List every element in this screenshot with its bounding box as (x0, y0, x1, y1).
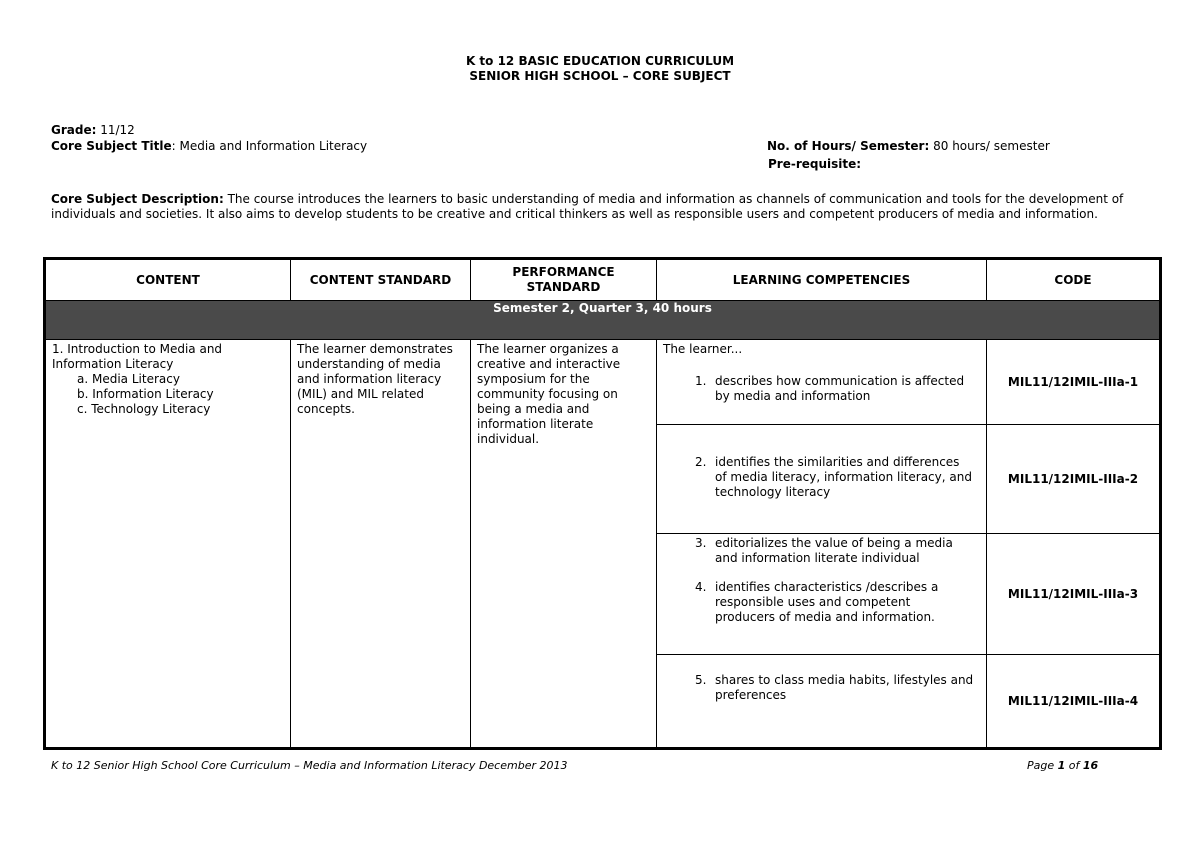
subject-line (51, 139, 367, 154)
header-content-standard: CONTENT STANDARD (291, 259, 471, 301)
competency-item (657, 425, 986, 500)
competency-text: identifies characteristics /describes a responsible uses and competent producers of media and information. (715, 580, 939, 624)
competency-number: 3. (695, 536, 707, 550)
header-content: CONTENT (45, 259, 291, 301)
grade-line (51, 123, 135, 138)
learner-intro: The learner... (663, 342, 743, 356)
of-word: of (1065, 759, 1083, 772)
content-title: 1. Introduction to Media and Information Literacy (52, 342, 223, 371)
hours-value: 80 hours/ semester (933, 139, 1050, 153)
grade-value: 11/12 (100, 123, 135, 137)
content-item: a. Media Literacy (77, 372, 180, 386)
page-number: 1 (1057, 759, 1066, 772)
competency-number: 1. (695, 374, 707, 388)
footer-text: K to 12 Senior High School Core Curriculum – Media and Information Literacy December 2013 (51, 759, 568, 772)
content-standard-cell (291, 340, 471, 749)
curriculum-table (43, 257, 1162, 750)
page-total: 16 (1082, 759, 1099, 772)
subject-description (51, 192, 1141, 222)
doc-title: K to 12 BASIC EDUCATION CURRICULUM (465, 54, 735, 68)
header-code: CODE (987, 259, 1161, 301)
competency-text: shares to class media habits, lifestyles and preferences (715, 673, 974, 702)
doc-subtitle: SENIOR HIGH SCHOOL – CORE SUBJECT (469, 69, 731, 83)
code-cell: MIL11/12IMIL-IIIa-2 (987, 425, 1161, 534)
competency-cell (657, 534, 987, 655)
competency-cell (657, 425, 987, 534)
code-cell: MIL11/12IMIL-IIIa-3 (987, 534, 1161, 655)
competency-cell (657, 655, 987, 749)
competency-number: 2. (695, 455, 707, 469)
competency-item (657, 534, 986, 566)
prereq-line (768, 157, 861, 172)
competency-number: 5. (695, 673, 707, 687)
prereq-label: Pre-requisite: (768, 157, 862, 171)
content-standard-text: The learner demonstrates understanding of media and information literacy (MIL) and MIL related concepts. (297, 342, 453, 416)
semester-row (45, 301, 1161, 340)
content-cell (45, 340, 291, 749)
performance-standard-cell (471, 340, 657, 749)
header-learning-competencies: LEARNING COMPETENCIES (657, 259, 987, 301)
header-performance-standard (471, 259, 657, 301)
competency-text: identifies the similarities and differences of media literacy, information literacy, and technology literacy (715, 455, 972, 499)
competency-item (657, 566, 986, 625)
description-label: Core Subject Description: (51, 192, 224, 206)
subject-value: : Media and Information Literacy (171, 139, 368, 153)
performance-standard-text: The learner organizes a creative and interactive symposium for the community focusing on being a media and information literate individual. (477, 342, 621, 446)
description-text: The course introduces the learners to basic understanding of media and information as channels of communication and tools for the development of individuals and societies. It also aims to develop students to be creative and critical thinkers as well as responsible users and competent producers of media and information. (51, 192, 1124, 221)
competency-text: editorializes the value of being a media and information literate individual (715, 536, 953, 565)
competency-cell (657, 340, 987, 425)
page-word: Page (1027, 759, 1058, 772)
grade-label: Grade: (51, 123, 97, 137)
content-item: b. Information Literacy (77, 387, 214, 401)
code-cell: MIL11/12IMIL-IIIa-1 (987, 340, 1161, 425)
page-indicator (1027, 758, 1098, 773)
subject-label: Core Subject Title (51, 139, 172, 153)
competency-item (657, 655, 986, 703)
code-cell: MIL11/12IMIL-IIIa-4 (987, 655, 1161, 749)
content-list (46, 372, 290, 417)
header-row (45, 259, 1161, 301)
hours-label: No. of Hours/ Semester: (767, 139, 930, 153)
performance-standard-header-text: PERFORMANCE STANDARD (512, 265, 615, 294)
table-row (45, 340, 1161, 425)
competency-number: 4. (695, 580, 707, 594)
semester-label: Semester 2, Quarter 3, 40 hours (45, 301, 1161, 340)
content-item: c. Technology Literacy (77, 402, 211, 416)
hours-line (767, 139, 1050, 154)
competency-text: describes how communication is affected by media and information (715, 374, 965, 403)
competency-item (657, 368, 986, 404)
